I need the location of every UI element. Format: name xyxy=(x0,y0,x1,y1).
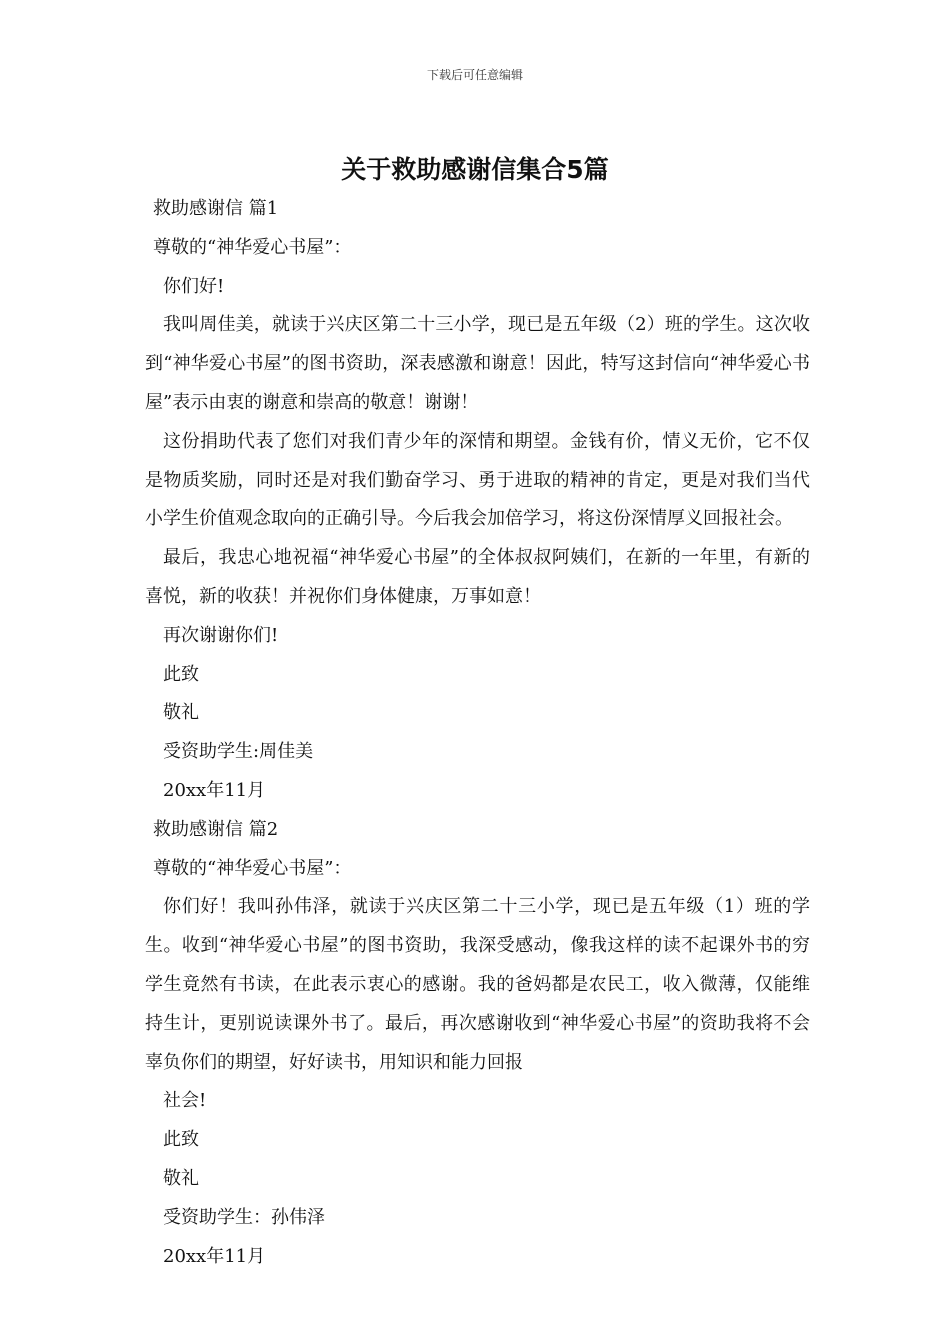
document-body xyxy=(145,190,810,1276)
letter-1-greeting: 你们好! xyxy=(163,275,225,297)
letter-1-closing: 此致 xyxy=(163,663,199,685)
letter-2-body-end: 社会! xyxy=(163,1090,207,1112)
letter-2-date: 20xx年11月 xyxy=(163,1245,266,1267)
letter-1-date: 20xx年11月 xyxy=(163,779,266,801)
letter-1-salutation: 尊敬的“神华爱心书屋”： xyxy=(153,236,352,258)
page-header-note: 下载后可任意编辑 xyxy=(426,68,523,82)
letter-2-heading: 救助感谢信 篇2 xyxy=(153,818,279,840)
letter-1-heading: 救助感谢信 篇1 xyxy=(153,198,279,219)
letter-2-signature: 受资助学生：孙伟泽 xyxy=(163,1206,325,1228)
letter-2-closing-salute: 敬礼 xyxy=(163,1167,199,1189)
letter-1-paragraph: 我叫周佳美，就读于兴庆区第二十三小学，现已是五年级（2）班的学生。这次收到“神华爱心书屋”的图书资助，深表感激和谢意！因此，特写这封信向“神华爱心书屋”表示由衷的谢意和崇高的敬意！谢谢！ xyxy=(145,314,810,413)
letter-1-paragraph: 这份捐助代表了您们对我们青少年的深情和期望。金钱有价，情义无价，它不仅是物质奖励，同时还是对我们勤奋学习、勇于进取的精神的肯定，更是对我们当代小学生价值观念取向的正确引导。今后我会加倍学习，将这份深情厚义回报社会。 xyxy=(145,430,810,530)
letter-1-paragraph: 最后，我忠心地祝福“神华爱心书屋”的全体叔叔阿姨们，在新的一年里，有新的喜悦，新的收获！并祝你们身体健康，万事如意！ xyxy=(145,547,810,607)
letter-1-thanks-again: 再次谢谢你们! xyxy=(163,624,279,646)
letter-2-body: 你们好！我叫孙伟泽，就读于兴庆区第二十三小学，现已是五年级（1）班的学生。收到“神华爱心书屋”的图书资助，我深受感动，像我这样的读不起课外书的穷学生竟然有书读，在此表示衷心的感谢。我的爸妈都是农民工，收入微薄，仅能维持生计，更别说读课外书了。最后，再次感谢收到“神华爱心书屋”的资助我将不会辜负你们的期望，好好读书，用知识和能力回报 xyxy=(145,896,810,1073)
document-title: 关于救助感谢信集合5篇 xyxy=(341,155,609,184)
letter-1-signature: 受资助学生:周佳美 xyxy=(163,741,314,763)
letter-1-closing-salute: 敬礼 xyxy=(163,702,199,724)
letter-2-closing: 此致 xyxy=(163,1129,199,1151)
letter-2-salutation: 尊敬的“神华爱心书屋”： xyxy=(153,857,352,879)
